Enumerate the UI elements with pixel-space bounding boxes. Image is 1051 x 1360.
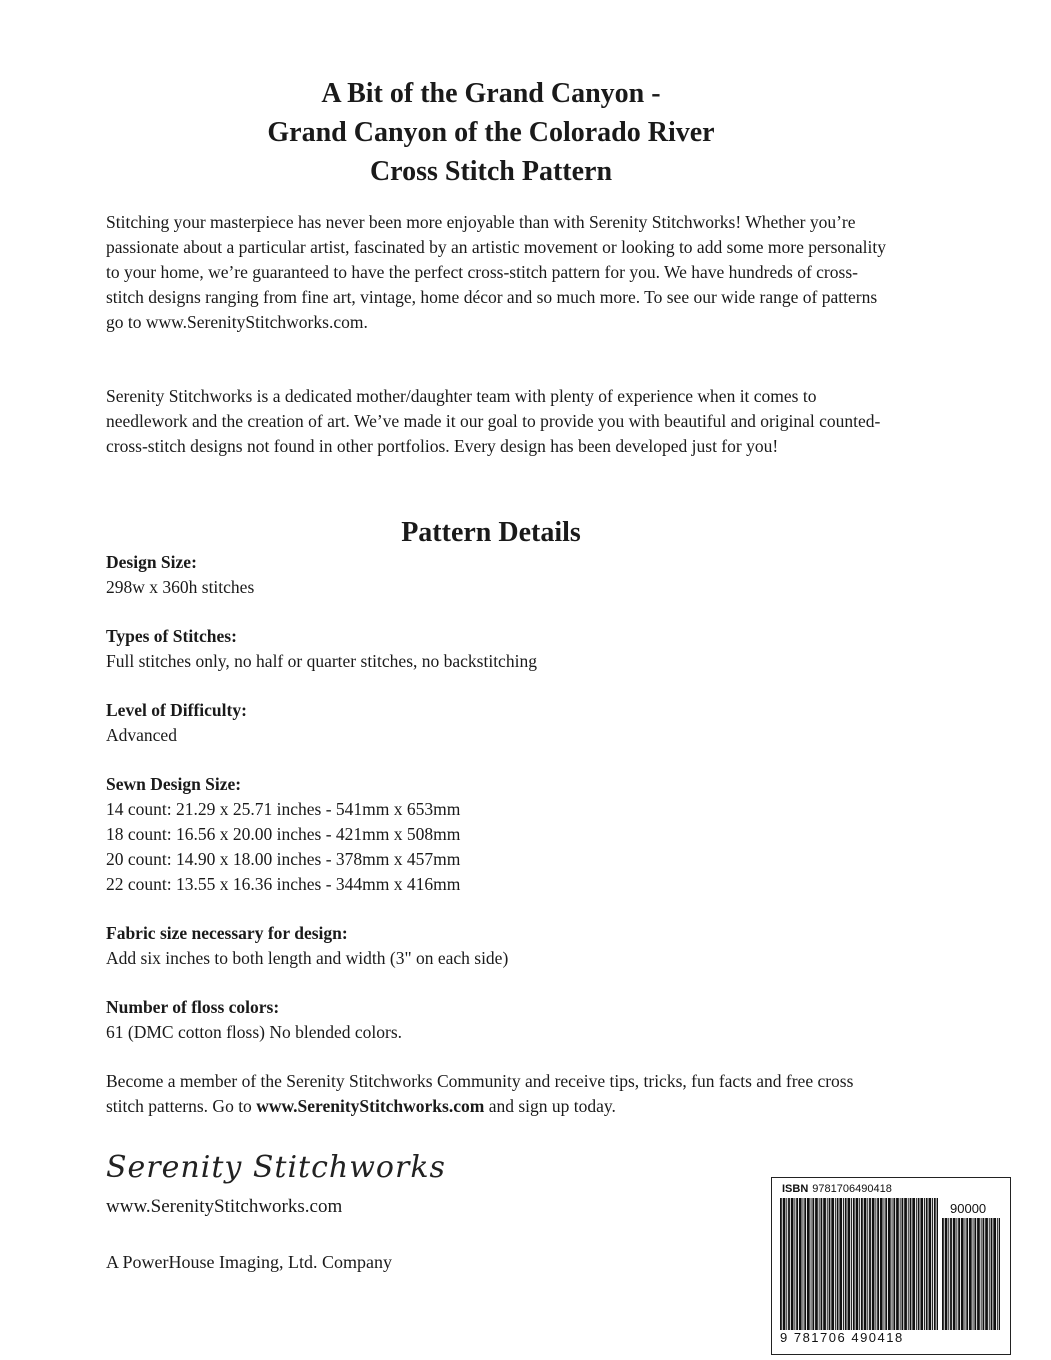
barcode-digits: 9 781706 490418	[780, 1330, 904, 1345]
design-size-value: 298w x 360h stitches	[106, 577, 255, 597]
barcode-bars-addon	[942, 1218, 1000, 1330]
about-paragraph: Serenity Stitchworks is a dedicated mother/daughter team with plenty of experience when it comes to needlework and the creation of art. We’ve made it our goal to provide you with beautiful and original counted-cross-stitch designs not found in other portfolios. Every design has been developed just for you!	[106, 386, 881, 456]
community-text: Become a member of the Serenity Stitchworks Community and receive tips, tricks, fun facts and free cross stitch patterns. Go to	[106, 1071, 854, 1116]
types-of-stitches-label: Types of Stitches:	[106, 626, 237, 646]
intro-paragraph: Stitching your masterpiece has never been more enjoyable than with Serenity Stitchworks! Whether you’re passionate about a particular artist, fascinated by an artistic movement or looking to add some more personality to your home, we’re guaranteed to have the perfect cross-stitch pattern for you. We have hundreds of cross-stitch designs ranging from fine art, vintage, home décor and so much more. To see our wide range of patterns go to www.SerenityStitchworks.com.	[106, 212, 886, 332]
floss-colors-section	[106, 995, 886, 1045]
community-link[interactable]: www.SerenityStitchworks.com	[256, 1096, 485, 1116]
book-title	[0, 74, 982, 191]
types-of-stitches-value: Full stitches only, no half or quarter stitches, no backstitching	[106, 651, 537, 671]
floss-colors-label: Number of floss colors:	[106, 997, 280, 1017]
difficulty-value: Advanced	[106, 725, 177, 745]
sewn-design-size-label: Sewn Design Size:	[106, 774, 242, 794]
isbn-number: 9781706490418	[812, 1183, 892, 1195]
design-size-label: Design Size:	[106, 552, 197, 572]
isbn-prefix: ISBN	[782, 1183, 809, 1195]
fabric-size-label: Fabric size necessary for design:	[106, 923, 348, 943]
pattern-details-heading: Pattern Details	[401, 517, 581, 548]
fabric-size-section	[106, 921, 886, 971]
sewn-size-row: 18 count: 16.56 x 20.00 inches - 421mm x 508mm	[106, 824, 461, 844]
isbn-label	[782, 1182, 892, 1196]
types-of-stitches-section	[106, 624, 886, 674]
serenity-stitchworks-logo: Serenity Stitchworks	[106, 1150, 446, 1185]
title-line-1: A Bit of the Grand Canyon -	[321, 78, 661, 109]
sewn-design-size-section	[106, 772, 886, 897]
title-line-2: Grand Canyon of the Colorado River	[267, 117, 715, 148]
sewn-size-row: 22 count: 13.55 x 16.36 inches - 344mm x 416mm	[106, 874, 461, 894]
difficulty-section	[106, 698, 886, 748]
fabric-size-value: Add six inches to both length and width (3" on each side)	[106, 948, 509, 968]
floss-colors-value: 61 (DMC cotton floss) No blended colors.	[106, 1022, 403, 1042]
community-text-end: and sign up today.	[484, 1096, 616, 1116]
company-name: A PowerHouse Imaging, Ltd. Company	[106, 1252, 392, 1272]
design-size-section	[106, 550, 886, 600]
price-code: 90000	[950, 1201, 987, 1216]
barcode-bars-main	[780, 1198, 938, 1330]
title-line-3: Cross Stitch Pattern	[369, 156, 613, 187]
brand-url[interactable]: www.SerenityStitchworks.com	[106, 1196, 343, 1217]
sewn-size-row: 14 count: 21.29 x 25.71 inches - 541mm x 653mm	[106, 799, 461, 819]
sewn-size-row: 20 count: 14.90 x 18.00 inches - 378mm x 457mm	[106, 849, 461, 869]
community-paragraph	[106, 1069, 886, 1119]
isbn-barcode	[771, 1177, 1011, 1355]
difficulty-label: Level of Difficulty:	[106, 700, 247, 720]
